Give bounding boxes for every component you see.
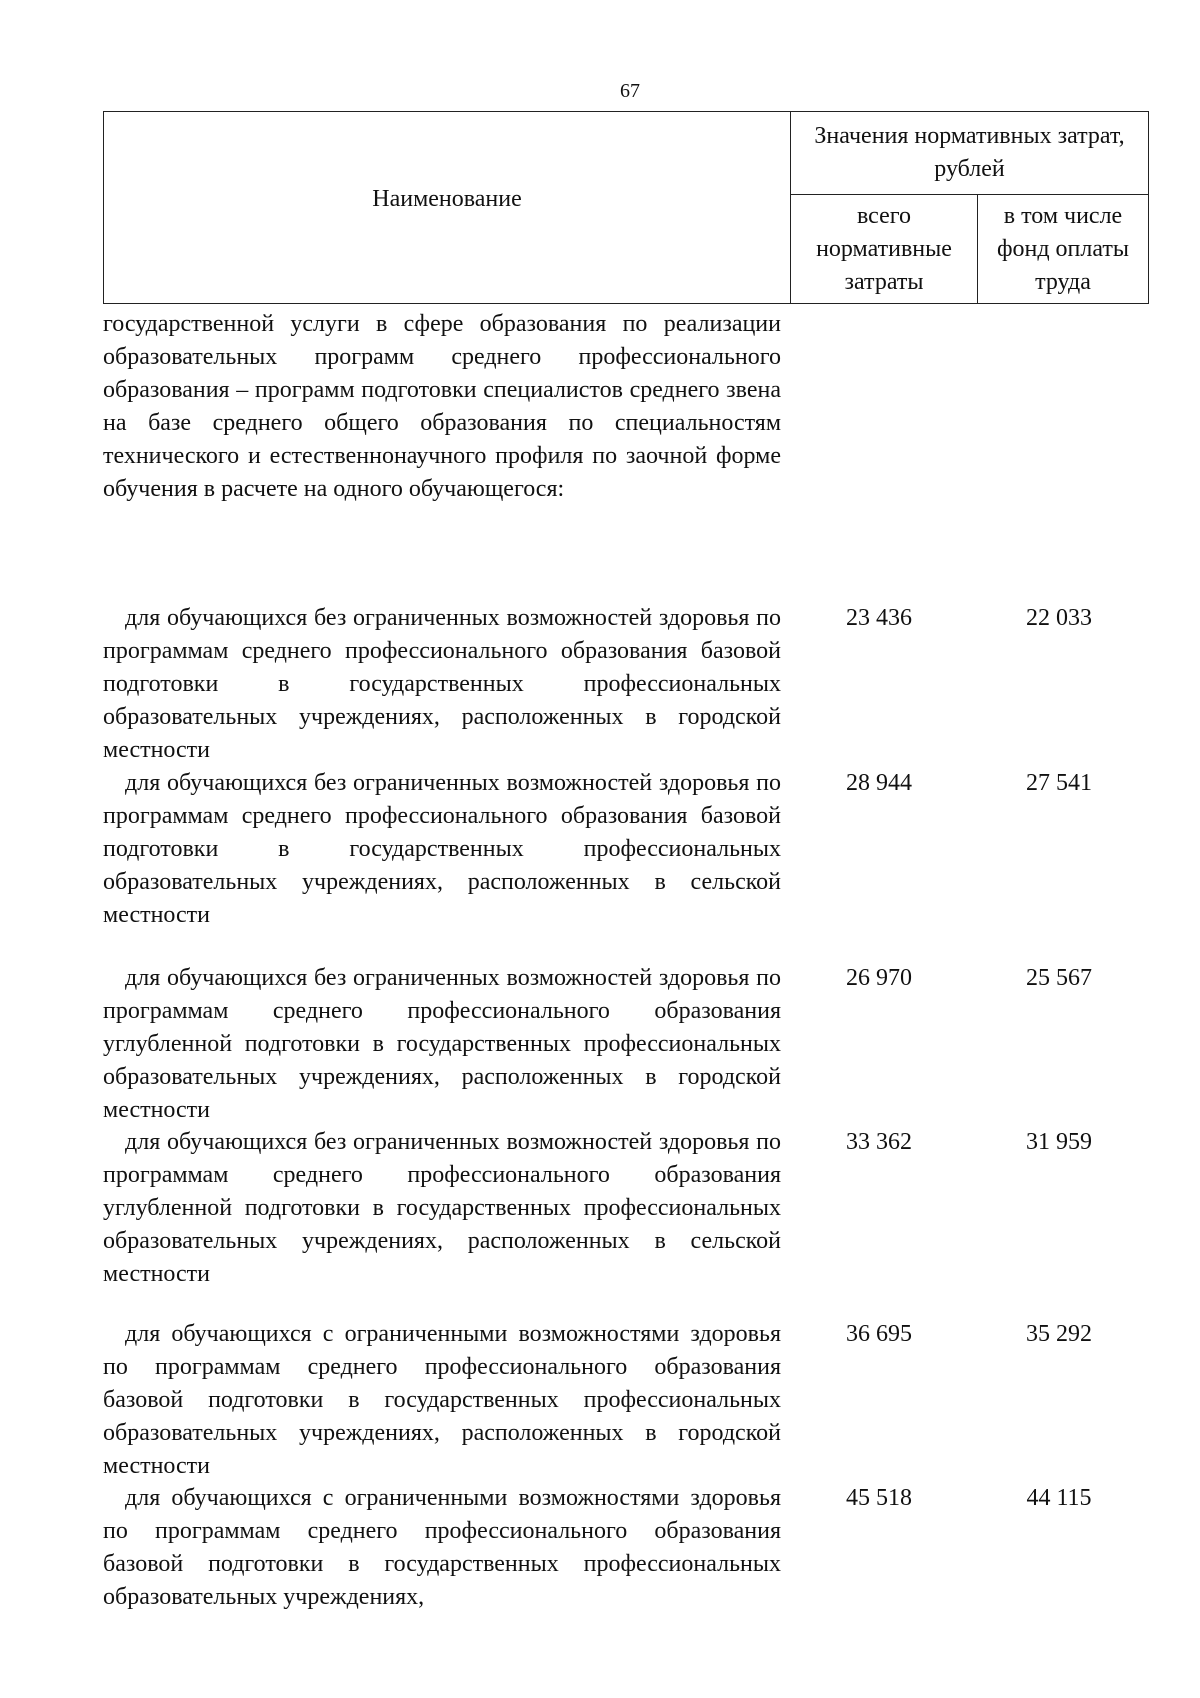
table-row-total: 26 970: [846, 965, 912, 991]
header-values-group-cell: [791, 112, 1149, 195]
table-row-total: 23 436: [846, 605, 912, 631]
table-row-total: 36 695: [846, 1321, 912, 1347]
header-total-label: всего нормативные затраты: [816, 202, 952, 295]
header-values-group-label: Значения нормативных затрат, рублей: [814, 123, 1125, 182]
table-row-payroll: 22 033: [1026, 605, 1092, 631]
table-row-name: для обучающихся без ограниченных возможностей здоровья по программам среднего профессионального образования углубленной подготовки в государственных профессиональных образовательных учреждениях, расположенных в сельской местности: [103, 1129, 781, 1287]
header-payroll-label: в том числе фонд оплаты труда: [996, 202, 1130, 295]
table-row-total: 33 362: [846, 1129, 912, 1155]
table-row-payroll: 25 567: [1026, 965, 1092, 991]
table-row-payroll: 31 959: [1026, 1129, 1092, 1155]
table-row-payroll: 35 292: [1026, 1321, 1092, 1347]
header-name-cell: [104, 112, 791, 304]
table-row-name: для обучающихся без ограниченных возможностей здоровья по программам среднего профессионального образования углубленной подготовки в государственных профессиональных образовательных учреждениях, расположенных в городской местности: [103, 965, 781, 1123]
table-row-total: 28 944: [846, 770, 912, 796]
service-description: государственной услуги в сфере образования по реализации образовательных программ среднего профессионального образования – программ подготовки специалистов среднего звена на базе среднего общего образования по специальностям технического и естественнонаучного профиля по заочной форме обучения в расчете на одного обучающегося:: [103, 311, 781, 502]
header-payroll-cell: [978, 195, 1149, 304]
table-row-payroll: 27 541: [1026, 770, 1092, 796]
table-row-name: для обучающихся без ограниченных возможностей здоровья по программам среднего профессионального образования базовой подготовки в государственных профессиональных образовательных учреждениях, расположенных в сельской местности: [103, 770, 781, 928]
page-number: 67: [620, 80, 640, 102]
table-row-payroll: 44 115: [1026, 1485, 1092, 1511]
table-row-name: для обучающихся с ограниченными возможностями здоровья по программам среднего профессионального образования базовой подготовки в государственных профессиональных образовательных учреждениях, расположенных в городской местности: [103, 1321, 781, 1479]
table-row-name: для обучающихся с ограниченными возможностями здоровья по программам среднего профессионального образования базовой подготовки в государственных профессиональных образовательных учреждениях,: [103, 1485, 781, 1610]
table-header: [103, 111, 1149, 304]
table-row-name: для обучающихся без ограниченных возможностей здоровья по программам среднего профессионального образования базовой подготовки в государственных профессиональных образовательных учреждениях, расположенных в городской местности: [103, 605, 781, 763]
table-row-total: 45 518: [846, 1485, 912, 1511]
header-total-cell: [791, 195, 978, 304]
header-name-label: Наименование: [372, 186, 522, 212]
